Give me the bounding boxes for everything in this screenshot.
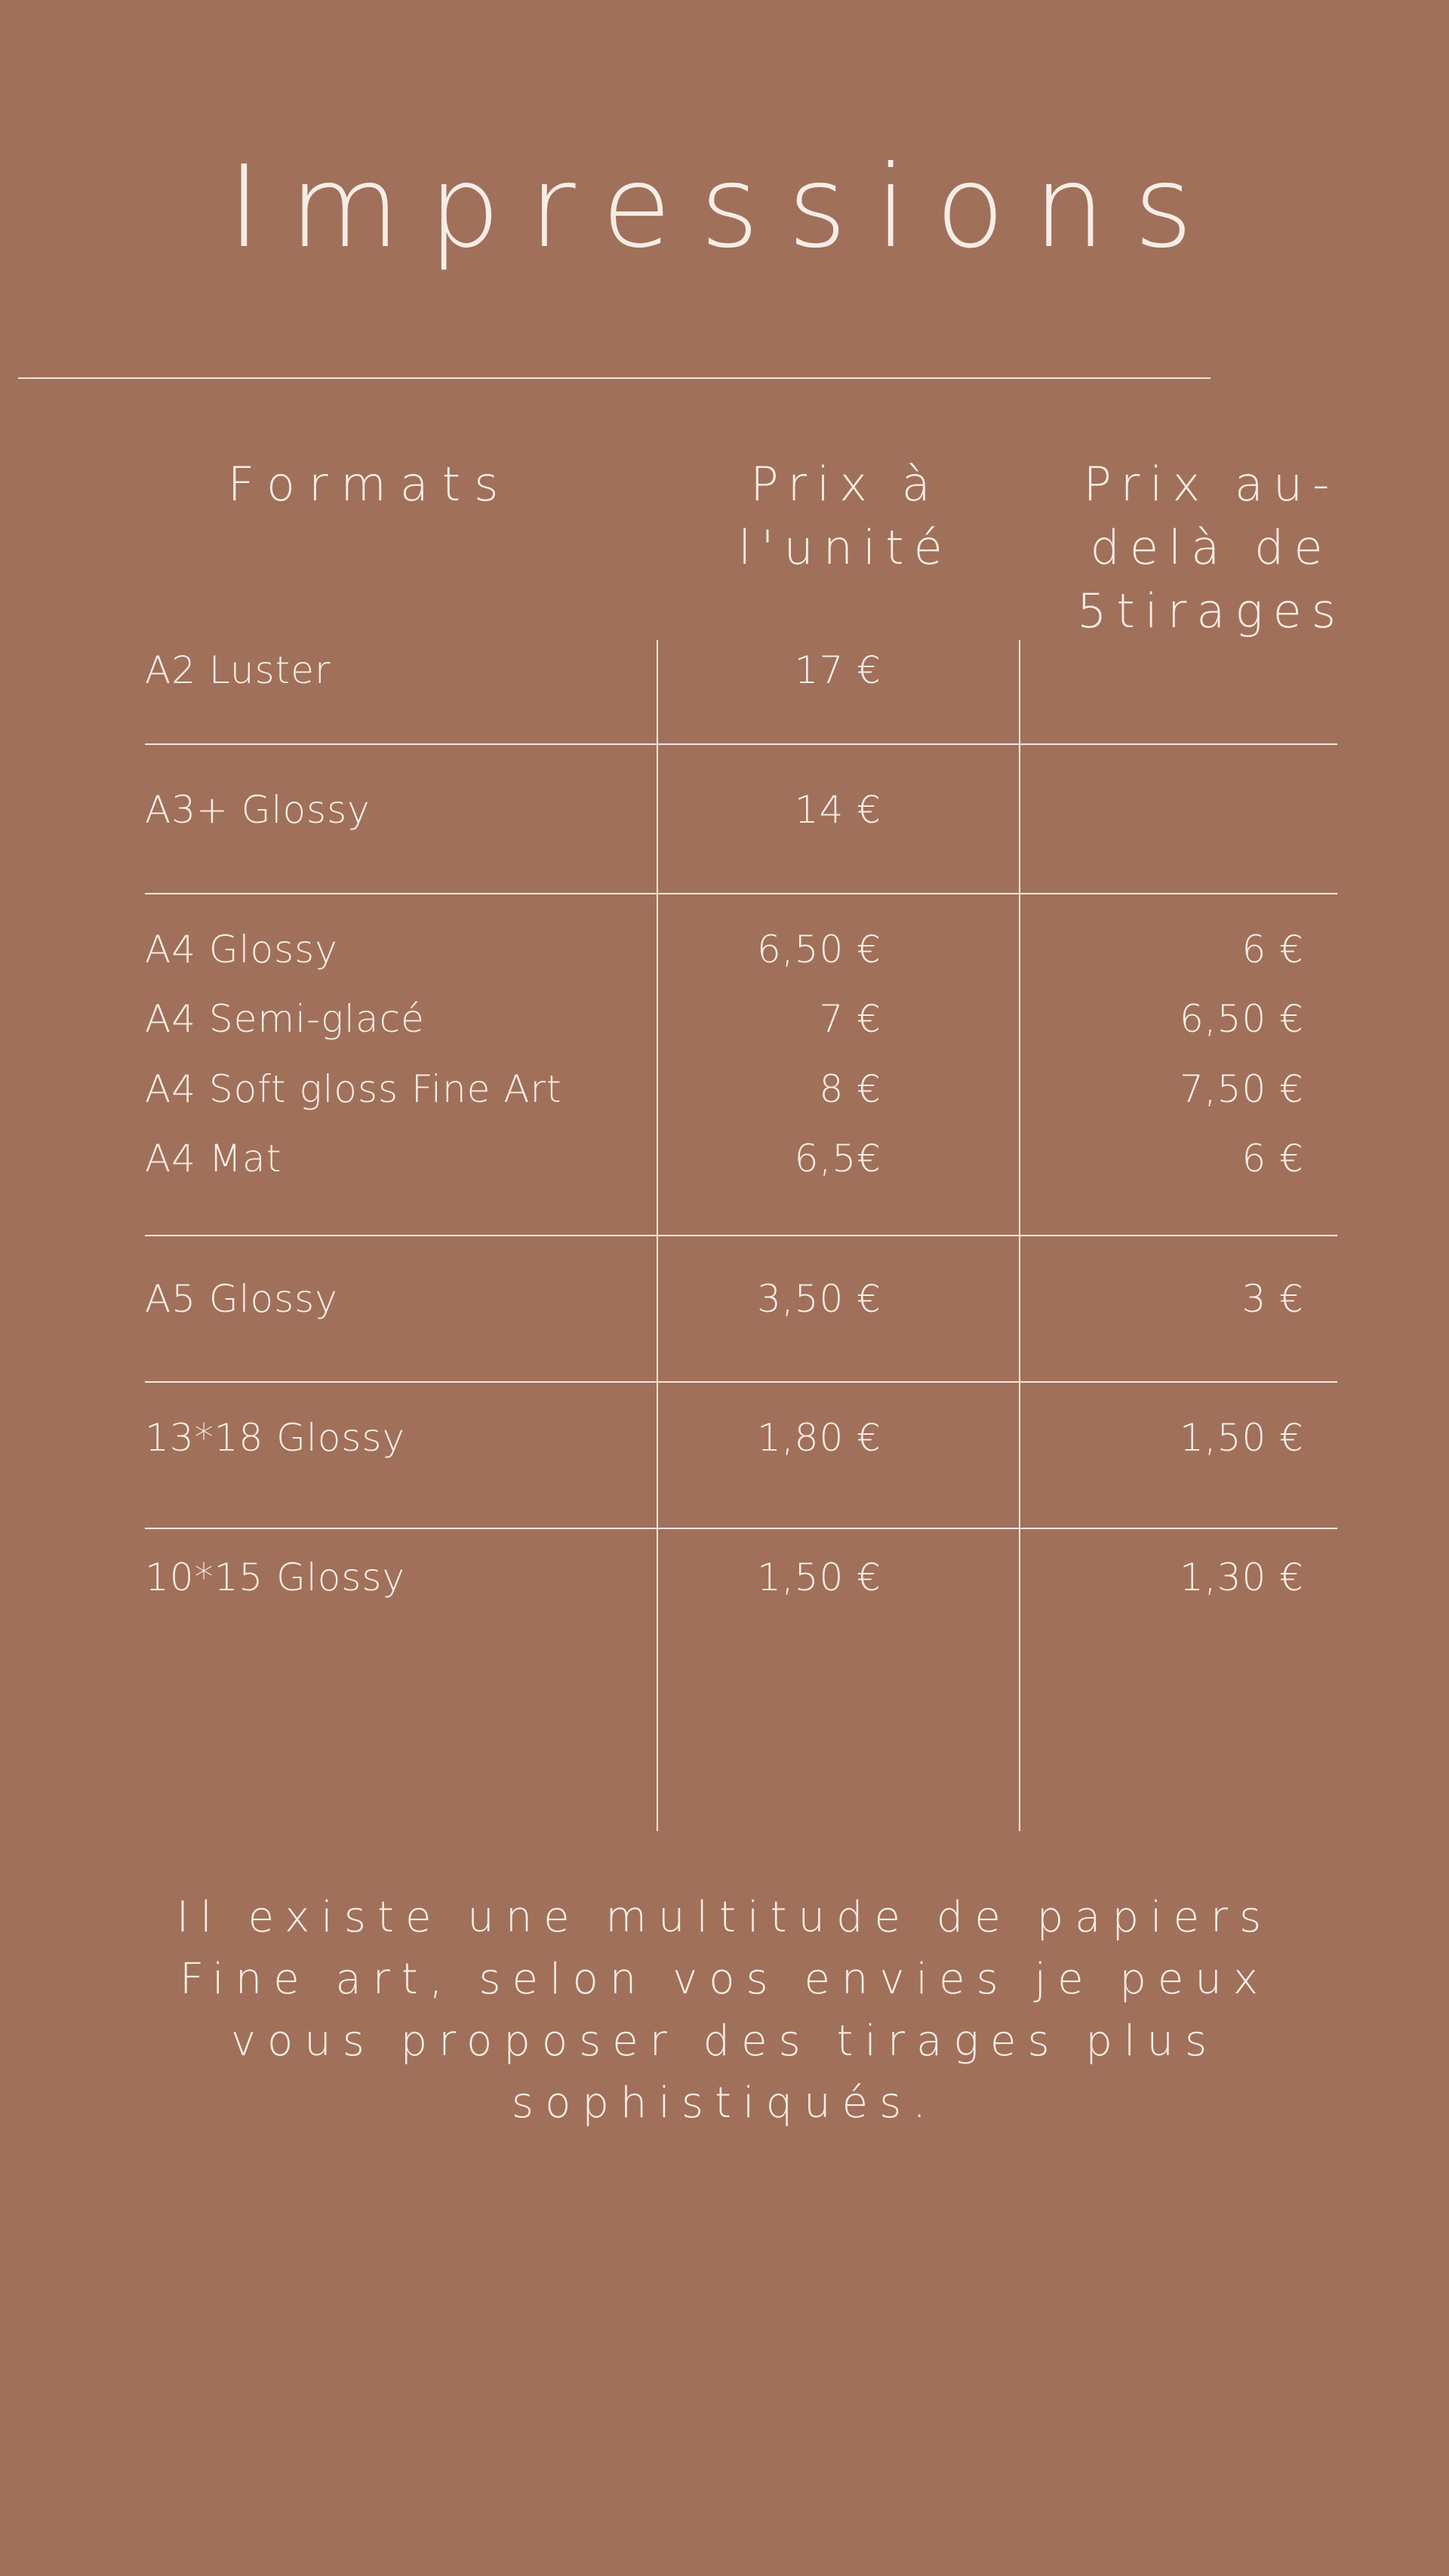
table-row-bulk-price: 6 € <box>1241 1137 1304 1180</box>
table-row-bulk-price: 7,50 € <box>1179 1067 1304 1111</box>
table-row-unit-price: 6,50 € <box>756 928 881 971</box>
table-row-bulk-price: 6,50 € <box>1179 997 1304 1041</box>
table-row-format: A5 Glossy <box>145 1277 338 1321</box>
header-bulk-price: Prix au-delà de 5tirages <box>1076 457 1346 639</box>
table-row-unit-price: 6,5€ <box>794 1137 881 1180</box>
header-formats: Formats <box>227 457 512 512</box>
page-title: Impressions <box>227 142 1222 273</box>
table-row-bulk-price: 6 € <box>1241 928 1304 971</box>
table-row-format: A2 Luster <box>145 648 331 692</box>
table-row-format: 10*15 Glossy <box>145 1556 406 1599</box>
table-row-format: A4 Glossy <box>145 928 338 971</box>
row-divider <box>145 1381 1337 1383</box>
table-row-format: A4 Soft gloss Fine Art <box>145 1067 562 1111</box>
table-row-unit-price: 8 € <box>819 1067 881 1111</box>
row-divider <box>145 743 1337 745</box>
row-divider <box>145 1528 1337 1529</box>
paper-options-note: Il existe une multitude de papiers Fine art, selon vos envies je peux vous proposer des tirages plus sophistiqués. <box>176 1893 1273 2128</box>
table-row-format: A3+ Glossy <box>145 788 371 832</box>
table-row-unit-price: 1,50 € <box>756 1556 881 1599</box>
table-row-unit-price: 17 € <box>794 648 881 692</box>
table-row-format: 13*18 Glossy <box>145 1416 406 1460</box>
table-row-unit-price: 1,80 € <box>756 1416 881 1460</box>
table-row-format: A4 Semi-glacé <box>145 997 425 1041</box>
title-divider <box>18 377 1211 379</box>
table-row-unit-price: 7 € <box>819 997 881 1041</box>
table-row-bulk-price: 1,50 € <box>1179 1416 1304 1460</box>
row-divider <box>145 1235 1337 1236</box>
row-divider <box>145 893 1337 894</box>
table-row-format: A4 Mat <box>145 1137 282 1180</box>
header-unit-price: Prix à l'unité <box>738 457 952 575</box>
table-row-bulk-price: 3 € <box>1241 1277 1304 1321</box>
table-row-bulk-price: 1,30 € <box>1179 1556 1304 1599</box>
table-row-unit-price: 14 € <box>794 788 881 832</box>
table-row-unit-price: 3,50 € <box>756 1277 881 1321</box>
